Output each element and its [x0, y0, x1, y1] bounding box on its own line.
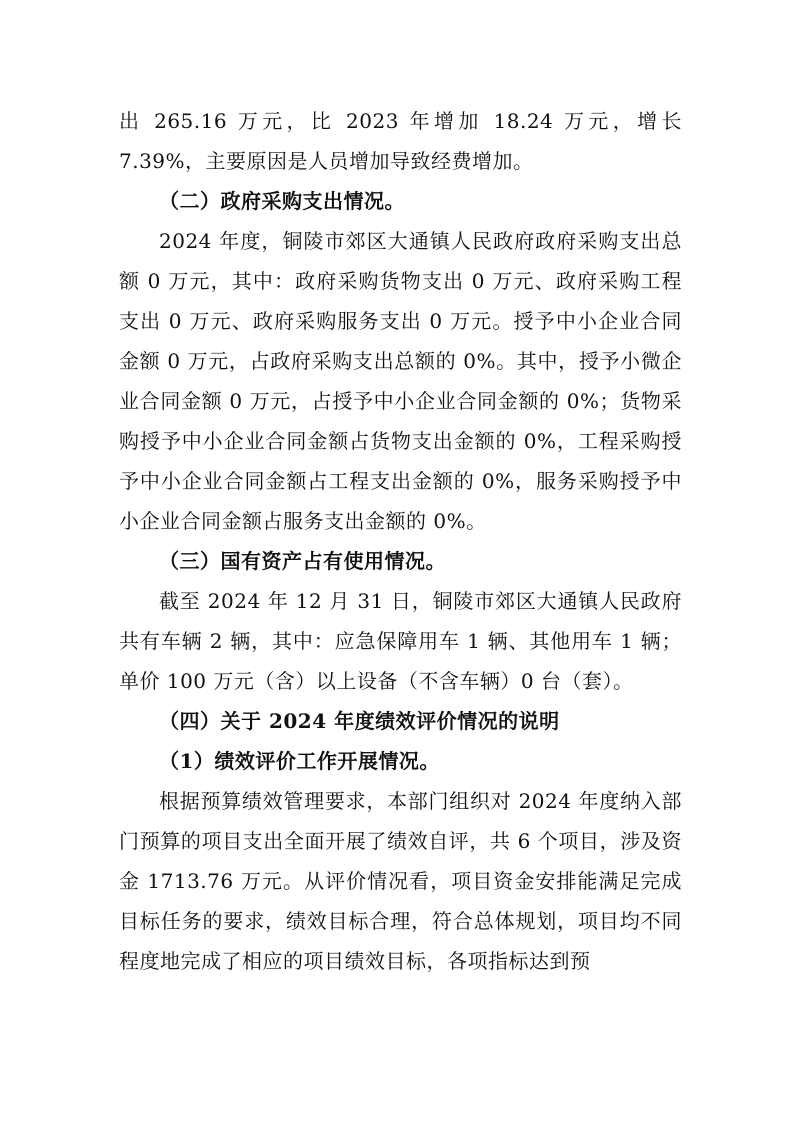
subheading-evaluation-work: （1）绩效评价工作开展情况。 [159, 749, 440, 773]
heading-performance-evaluation: （四）关于 2024 年度绩效评价情况的说明 [159, 709, 560, 733]
paragraph-expense-continuation: 出 265.16 万元，比 2023 年增加 18.24 万元，增长 7.39%，主要原因是人员增加导致经费增加。 [119, 109, 682, 173]
paragraph-state-assets: 截至 2024 年 12 月 31 日，铜陵市郊区大通镇人民政府共有车辆 2 辆，其中：应急保障用车 1 辆、其他用车 1 辆；单价 100 万元（含）以上设备（不含车辆）0 台（套）。 [119, 589, 682, 693]
paragraph-performance-evaluation: 根据预算绩效管理要求，本部门组织对 2024 年度纳入部门预算的项目支出全面开展了绩效自评，共 6 个项目，涉及资金 1713.76 万元。从评价情况看，项目资金安排能满足完成目标任务的要求，绩效目标合理，符合总体规划，项目均不同程度地完成了相应的项目绩效目标，各项指标达到预 [119, 789, 682, 973]
document-body [119, 101, 682, 981]
heading-government-procurement: （二）政府采购支出情况。 [159, 189, 405, 213]
heading-state-assets: （三）国有资产占有使用情况。 [159, 549, 446, 573]
paragraph-government-procurement: 2024 年度，铜陵市郊区大通镇人民政府政府采购支出总额 0 万元，其中：政府采购货物支出 0 万元、政府采购工程支出 0 万元、政府采购服务支出 0 万元。授予中小企业合同金额 0 万元，占政府采购支出总额的 0%。其中，授予小微企业合同金额 0 万元，占授予中小企业合同金额的 0%；货物采购授予中小企业合同金额占货物支出金额的 0%，工程采购授予中小企业合同金额占工程支出金额的 0%，服务采购授予中小企业合同金额占服务支出金额的 0%。 [119, 229, 682, 533]
